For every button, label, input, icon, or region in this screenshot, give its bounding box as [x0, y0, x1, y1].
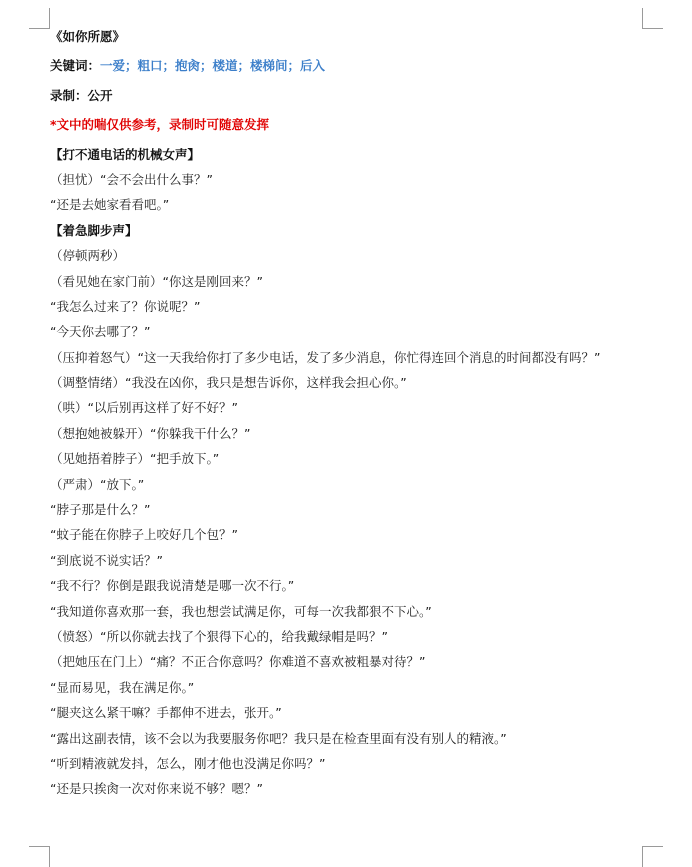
dialogue-line: “我知道你喜欢那一套，我也想尝试满足你，可每一次我都狠不下心。” [50, 603, 432, 619]
keywords-value: 一爱；粗口；抱肏；楼道；楼梯间；后入 [100, 58, 326, 74]
crop-mark-bottom-right [642, 846, 663, 867]
dialogue-line: “我怎么过来了？你说呢？” [50, 298, 201, 314]
dialogue-line: （调整情绪）“我没在凶你，我只是想告诉你，这样我会担心你。” [50, 375, 407, 391]
dialogue-line: （愤怒）“所以你就去找了个狠得下心的，给我戴绿帽是吗？” [50, 628, 388, 644]
dialogue-line: “腿夹这么紧干嘛？手都伸不进去，张开。” [50, 705, 282, 721]
document-body [50, 24, 650, 802]
dialogue-line: “还是只挨肏一次对你来说不够？嗯？” [50, 781, 263, 797]
keywords-line [50, 53, 650, 78]
dialogue-line: “还是去她家看看吧。” [50, 197, 170, 213]
record-value: 公开 [87, 87, 113, 103]
dialogue-line: （想抱她被躲开）“你躲我干什么？” [50, 425, 251, 441]
dialogue-line: “到底说不说实话？” [50, 552, 163, 568]
record-line [50, 83, 650, 108]
crop-mark-top-left [29, 8, 50, 29]
dialogue-line: “露出这副表情，该不会以为我要服务你吧？我只是在检查里面有没有别人的精液。” [50, 730, 507, 746]
dialogue-line: “今天你去哪了？” [50, 324, 151, 340]
dialogue-line: （严肃）“放下。” [50, 476, 145, 492]
dialogue-line: （担忧）“会不会出什么事？” [50, 171, 213, 187]
notice-text: *文中的喘仅供参考，录制时可随意发挥 [50, 117, 270, 133]
dialogue-line: “蚊子能在你脖子上咬好几个包？” [50, 527, 238, 543]
script-lines [50, 142, 650, 802]
section-heading: 【打不通电话的机械女声】 [50, 146, 201, 162]
dialogue-line: （见她捂着脖子）“把手放下。” [50, 451, 220, 467]
dialogue-line: “听到精液就发抖，怎么，刚才他也没满足你吗？” [50, 755, 326, 771]
dialogue-line: （哄）“以后别再这样了好不好？” [50, 400, 238, 416]
dialogue-line: （停顿两秒） [50, 248, 126, 264]
dialogue-line: “我不行？你倒是跟我说清楚是哪一次不行。” [50, 578, 295, 594]
record-label: 录制： [50, 87, 88, 103]
dialogue-line: “脖子那是什么？” [50, 502, 151, 518]
dialogue-line: （压抑着怒气）“这一天我给你打了多少电话，发了多少消息，你忙得连回个消息的时间都没有吗？” [50, 349, 601, 365]
dialogue-line: （把她压在门上）“痛？不正合你意吗？你难道不喜欢被粗暴对待？” [50, 654, 426, 670]
crop-mark-bottom-left [29, 846, 50, 867]
document-title: 《如你所愿》 [50, 29, 126, 44]
section-heading: 【着急脚步声】 [50, 222, 138, 238]
dialogue-line: （看见她在家门前）“你这是刚回来？” [50, 273, 263, 289]
keywords-label: 关键词： [50, 58, 101, 74]
dialogue-line: “显而易见，我在满足你。” [50, 679, 195, 695]
